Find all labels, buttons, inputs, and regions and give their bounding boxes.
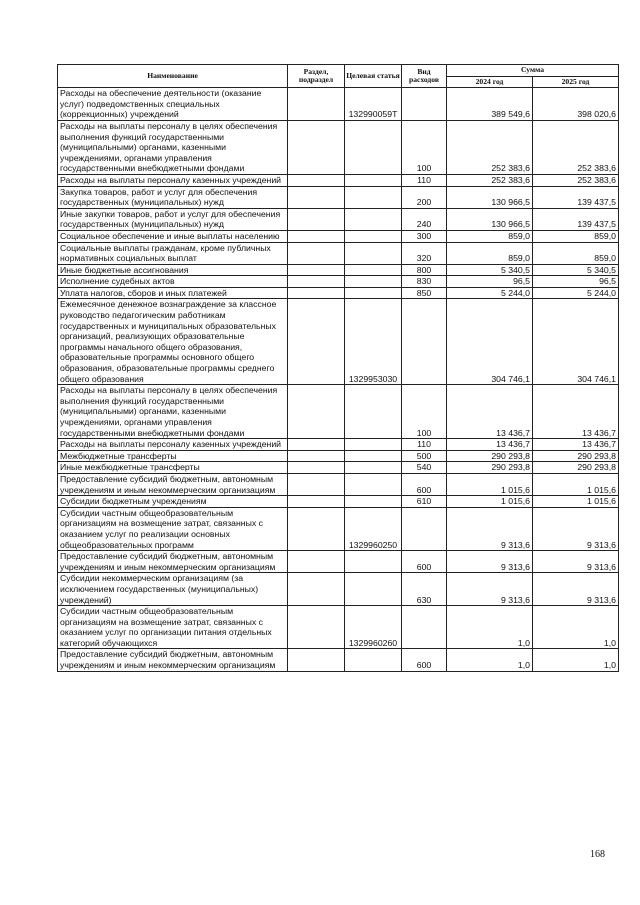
- cell-sum-2024: 859,0: [447, 242, 533, 264]
- cell-section: [288, 208, 345, 230]
- cell-sum-2025: 290 293,8: [533, 450, 619, 462]
- header-type: Вид расходов: [402, 65, 447, 88]
- cell-section: [288, 573, 345, 606]
- cell-type: 320: [402, 242, 447, 264]
- header-sum: Сумма: [447, 65, 619, 77]
- table-row: [58, 551, 619, 573]
- table-row: [58, 174, 619, 186]
- cell-sum-2024: 9 313,6: [447, 573, 533, 606]
- cell-sum-2025: 9 313,6: [533, 507, 619, 550]
- cell-section: [288, 242, 345, 264]
- cell-sum-2024: 13 436,7: [447, 439, 533, 451]
- cell-article: [345, 208, 402, 230]
- cell-name: Предоставление субсидий бюджетным, автономным учреждениям и иным некоммерческим организациям: [58, 551, 288, 573]
- budget-table: [57, 64, 619, 672]
- cell-name: Ежемесячное денежное вознаграждение за классное руководство педагогическим работникам государственных и муниципальных образовательных организаций, реализующих образовательные программы начального общего образования, образовательные программы основного общего образования, образовательные программы среднего общего образования: [58, 299, 288, 385]
- cell-article: [345, 242, 402, 264]
- table-row: [58, 606, 619, 649]
- cell-type: [402, 88, 447, 121]
- cell-article: [345, 186, 402, 208]
- cell-name: Расходы на выплаты персоналу казенных учреждений: [58, 439, 288, 451]
- table-row: [58, 186, 619, 208]
- cell-sum-2024: 13 436,7: [447, 385, 533, 439]
- cell-section: [288, 287, 345, 299]
- cell-type: 540: [402, 462, 447, 474]
- table-row: [58, 507, 619, 550]
- cell-sum-2025: 139 437,5: [533, 186, 619, 208]
- cell-sum-2024: 290 293,8: [447, 450, 533, 462]
- cell-sum-2025: 13 436,7: [533, 385, 619, 439]
- cell-sum-2025: 252 383,6: [533, 120, 619, 174]
- table-row: [58, 242, 619, 264]
- cell-section: [288, 276, 345, 288]
- cell-article: [345, 573, 402, 606]
- header-article: Целевая статья: [345, 65, 402, 88]
- cell-section: [288, 439, 345, 451]
- cell-section: [288, 606, 345, 649]
- cell-sum-2024: 290 293,8: [447, 462, 533, 474]
- cell-article: 1329953030: [345, 299, 402, 385]
- cell-sum-2024: 252 383,6: [447, 174, 533, 186]
- table-row: [58, 450, 619, 462]
- cell-name: Субсидии частным общеобразовательным организациям на возмещение затрат, связанных с оказанием услуг по организации питания отдельных категорий обучающихся: [58, 606, 288, 649]
- cell-name: Межбюджетные трансферты: [58, 450, 288, 462]
- cell-name: Уплата налогов, сборов и иных платежей: [58, 287, 288, 299]
- cell-article: [345, 462, 402, 474]
- cell-section: [288, 88, 345, 121]
- table-row: [58, 120, 619, 174]
- cell-section: [288, 551, 345, 573]
- table-row: [58, 264, 619, 276]
- table-row: [58, 462, 619, 474]
- cell-sum-2024: 252 383,6: [447, 120, 533, 174]
- cell-type: 830: [402, 276, 447, 288]
- cell-article: [345, 649, 402, 671]
- cell-article: [345, 385, 402, 439]
- cell-type: 600: [402, 473, 447, 495]
- cell-name: Закупка товаров, работ и услуг для обеспечения государственных (муниципальных) нужд: [58, 186, 288, 208]
- cell-section: [288, 473, 345, 495]
- table-row: [58, 496, 619, 508]
- table-header: [58, 65, 619, 88]
- cell-type: 630: [402, 573, 447, 606]
- cell-article: 1329960250: [345, 507, 402, 550]
- cell-type: 500: [402, 450, 447, 462]
- cell-type: 600: [402, 551, 447, 573]
- cell-sum-2025: 1 015,6: [533, 473, 619, 495]
- cell-section: [288, 230, 345, 242]
- cell-article: 132990059Т: [345, 88, 402, 121]
- cell-sum-2024: 389 549,6: [447, 88, 533, 121]
- cell-type: 100: [402, 385, 447, 439]
- cell-name: Расходы на выплаты персоналу в целях обеспечения выполнения функций государственными (муниципальными) органами, казенными учреждениями, органами управления государственными внебюджетными фондами: [58, 120, 288, 174]
- cell-sum-2024: 1 015,6: [447, 473, 533, 495]
- cell-section: [288, 120, 345, 174]
- cell-sum-2025: 13 436,7: [533, 439, 619, 451]
- cell-section: [288, 299, 345, 385]
- cell-section: [288, 450, 345, 462]
- cell-article: [345, 496, 402, 508]
- cell-sum-2024: 1 015,6: [447, 496, 533, 508]
- cell-article: [345, 287, 402, 299]
- cell-section: [288, 496, 345, 508]
- cell-sum-2025: 290 293,8: [533, 462, 619, 474]
- cell-name: Субсидии частным общеобразовательным организациям на возмещение затрат, связанных с оказанием услуг по реализации основных общеобразовательных программ: [58, 507, 288, 550]
- cell-article: [345, 120, 402, 174]
- table-row: [58, 230, 619, 242]
- cell-article: [345, 276, 402, 288]
- cell-sum-2024: 859,0: [447, 230, 533, 242]
- table-row: [58, 276, 619, 288]
- cell-name: Социальные выплаты гражданам, кроме публичных нормативных социальных выплат: [58, 242, 288, 264]
- header-year-2025: 2025 год: [533, 76, 619, 88]
- cell-article: [345, 473, 402, 495]
- cell-article: [345, 551, 402, 573]
- cell-type: 610: [402, 496, 447, 508]
- cell-sum-2025: 5 244,0: [533, 287, 619, 299]
- cell-sum-2024: 1,0: [447, 606, 533, 649]
- table-body: [58, 88, 619, 671]
- cell-article: [345, 450, 402, 462]
- cell-sum-2025: 9 313,6: [533, 573, 619, 606]
- cell-name: Предоставление субсидий бюджетным, автономным учреждениям и иным некоммерческим организациям: [58, 473, 288, 495]
- cell-article: [345, 439, 402, 451]
- table-row: [58, 385, 619, 439]
- cell-name: Иные межбюджетные трансферты: [58, 462, 288, 474]
- table-row: [58, 649, 619, 671]
- cell-sum-2024: 5 244,0: [447, 287, 533, 299]
- cell-name: Социальное обеспечение и иные выплаты населению: [58, 230, 288, 242]
- cell-type: 600: [402, 649, 447, 671]
- cell-article: [345, 264, 402, 276]
- cell-type: 800: [402, 264, 447, 276]
- cell-type: [402, 606, 447, 649]
- cell-sum-2024: 96,5: [447, 276, 533, 288]
- cell-section: [288, 462, 345, 474]
- cell-name: Расходы на выплаты персоналу казенных учреждений: [58, 174, 288, 186]
- cell-name: Исполнение судебных актов: [58, 276, 288, 288]
- cell-sum-2024: 5 340,5: [447, 264, 533, 276]
- cell-type: 850: [402, 287, 447, 299]
- cell-sum-2025: 1,0: [533, 649, 619, 671]
- cell-sum-2024: 130 966,5: [447, 186, 533, 208]
- cell-article: 1329960260: [345, 606, 402, 649]
- cell-sum-2025: 252 383,6: [533, 174, 619, 186]
- cell-sum-2024: 304 746,1: [447, 299, 533, 385]
- cell-type: 240: [402, 208, 447, 230]
- cell-sum-2024: 1,0: [447, 649, 533, 671]
- cell-name: Расходы на обеспечение деятельности (оказание услуг) подведомственных специальных (коррекционных) учреждений: [58, 88, 288, 121]
- cell-section: [288, 174, 345, 186]
- cell-sum-2025: 96,5: [533, 276, 619, 288]
- cell-article: [345, 174, 402, 186]
- cell-type: 200: [402, 186, 447, 208]
- cell-name: Предоставление субсидий бюджетным, автономным учреждениям и иным некоммерческим организациям: [58, 649, 288, 671]
- cell-name: Расходы на выплаты персоналу в целях обеспечения выполнения функций государственными (муниципальными) органами, казенными учреждениями, органами управления государственными внебюджетными фондами: [58, 385, 288, 439]
- cell-sum-2025: 1 015,6: [533, 496, 619, 508]
- header-year-2024: 2024 год: [447, 76, 533, 88]
- cell-sum-2024: 9 313,6: [447, 507, 533, 550]
- cell-sum-2025: 5 340,5: [533, 264, 619, 276]
- cell-type: 110: [402, 174, 447, 186]
- cell-type: [402, 299, 447, 385]
- cell-article: [345, 230, 402, 242]
- cell-type: [402, 507, 447, 550]
- header-row: [58, 65, 619, 77]
- cell-name: Субсидии бюджетным учреждениям: [58, 496, 288, 508]
- cell-sum-2024: 130 966,5: [447, 208, 533, 230]
- table-row: [58, 439, 619, 451]
- cell-sum-2025: 859,0: [533, 242, 619, 264]
- cell-section: [288, 186, 345, 208]
- table-row: [58, 88, 619, 121]
- cell-section: [288, 507, 345, 550]
- cell-section: [288, 385, 345, 439]
- header-name: Наименование: [58, 65, 288, 88]
- cell-name: Субсидии некоммерческим организациям (за исключением государственных (муниципальных) учреждений): [58, 573, 288, 606]
- cell-type: 110: [402, 439, 447, 451]
- cell-sum-2025: 9 313,6: [533, 551, 619, 573]
- cell-section: [288, 264, 345, 276]
- cell-type: 300: [402, 230, 447, 242]
- header-section: Раздел, подраздел: [288, 65, 345, 88]
- table-row: [58, 299, 619, 385]
- cell-name: Иные закупки товаров, работ и услуг для обеспечения государственных (муниципальных) нужд: [58, 208, 288, 230]
- page-number: 168: [590, 849, 605, 860]
- cell-sum-2025: 859,0: [533, 230, 619, 242]
- cell-name: Иные бюджетные ассигнования: [58, 264, 288, 276]
- cell-sum-2025: 398 020,6: [533, 88, 619, 121]
- cell-sum-2025: 1,0: [533, 606, 619, 649]
- table-row: [58, 573, 619, 606]
- table-row: [58, 473, 619, 495]
- cell-type: 100: [402, 120, 447, 174]
- cell-section: [288, 649, 345, 671]
- cell-sum-2025: 139 437,5: [533, 208, 619, 230]
- cell-sum-2025: 304 746,1: [533, 299, 619, 385]
- table-row: [58, 208, 619, 230]
- table-row: [58, 287, 619, 299]
- cell-sum-2024: 9 313,6: [447, 551, 533, 573]
